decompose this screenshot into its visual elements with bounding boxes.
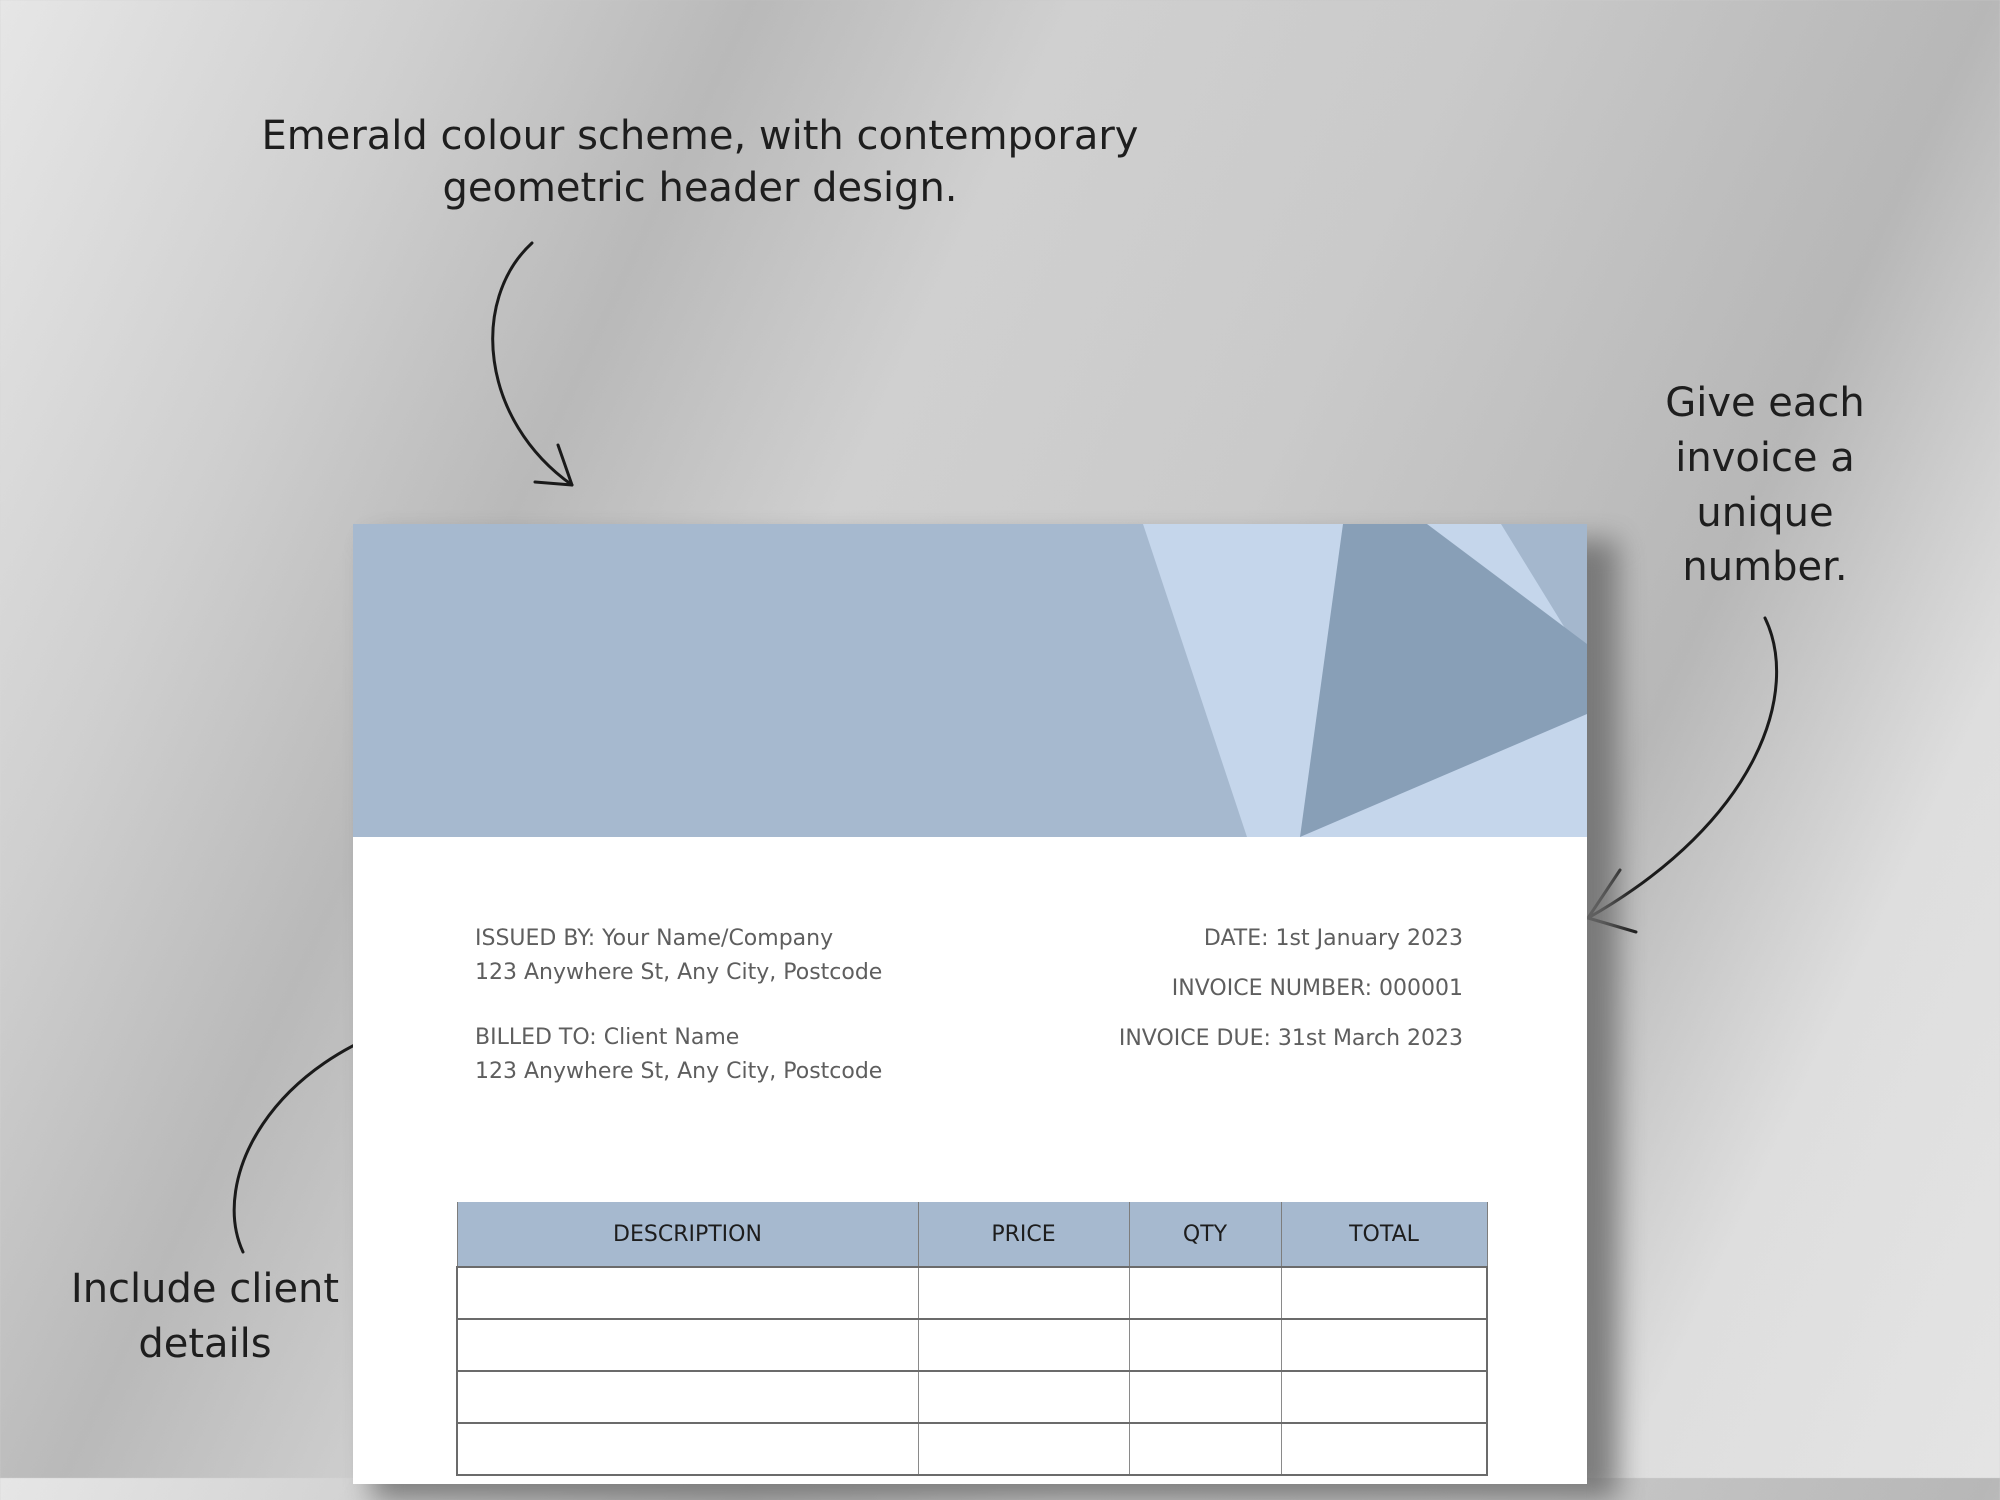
table-cell — [457, 1423, 918, 1475]
column-total: TOTAL — [1281, 1202, 1487, 1267]
table-cell — [1129, 1319, 1281, 1371]
table-cell — [1281, 1267, 1487, 1319]
geometric-header — [353, 524, 1587, 837]
invoice-date: DATE: 1st January 2023 — [1203, 926, 1463, 951]
table-cell — [457, 1319, 918, 1371]
invoice-number: INVOICE NUMBER: 000001 — [1171, 976, 1463, 1001]
header-design-note: Emerald colour scheme, with contemporary geometric header design. — [261, 113, 1139, 211]
issued-by-block — [475, 922, 882, 990]
table-cell — [918, 1423, 1129, 1475]
table-header-row — [457, 1202, 1487, 1267]
table-cell — [457, 1267, 918, 1319]
invoice-document — [353, 524, 1587, 1484]
table-cell — [918, 1319, 1129, 1371]
table-cell — [1281, 1371, 1487, 1423]
invoice-meta — [1119, 922, 1463, 1072]
table-cell — [1129, 1423, 1281, 1475]
table-row — [457, 1267, 1487, 1319]
header-arrowhead-icon — [535, 445, 572, 485]
table-row — [457, 1371, 1487, 1423]
issued-by-label: ISSUED BY: Your Name/Company — [475, 926, 834, 951]
billed-to-address: 123 Anywhere St, Any City, Postcode — [475, 1059, 883, 1084]
invoice-items-table — [456, 1202, 1488, 1476]
client-details-note: Include client details — [70, 1266, 340, 1367]
header-arrow-icon — [493, 243, 572, 485]
table-cell — [1129, 1371, 1281, 1423]
table-row — [457, 1319, 1487, 1371]
table-cell — [918, 1371, 1129, 1423]
invoice-number-note: Give each invoice a unique number. — [1665, 380, 1865, 591]
table-cell — [1281, 1423, 1487, 1475]
table-cell — [918, 1267, 1129, 1319]
table-cell — [1129, 1267, 1281, 1319]
column-price: PRICE — [918, 1202, 1129, 1267]
issued-by-address: 123 Anywhere St, Any City, Postcode — [475, 960, 883, 985]
billed-to-block — [475, 1021, 882, 1089]
billed-to-label: BILLED TO: Client Name — [475, 1025, 740, 1050]
table-cell — [1281, 1319, 1487, 1371]
invoice-due: INVOICE DUE: 31st March 2023 — [1118, 1026, 1463, 1051]
column-description: DESCRIPTION — [457, 1202, 918, 1267]
table-cell — [457, 1371, 918, 1423]
column-qty: QTY — [1129, 1202, 1281, 1267]
table-row — [457, 1423, 1487, 1475]
